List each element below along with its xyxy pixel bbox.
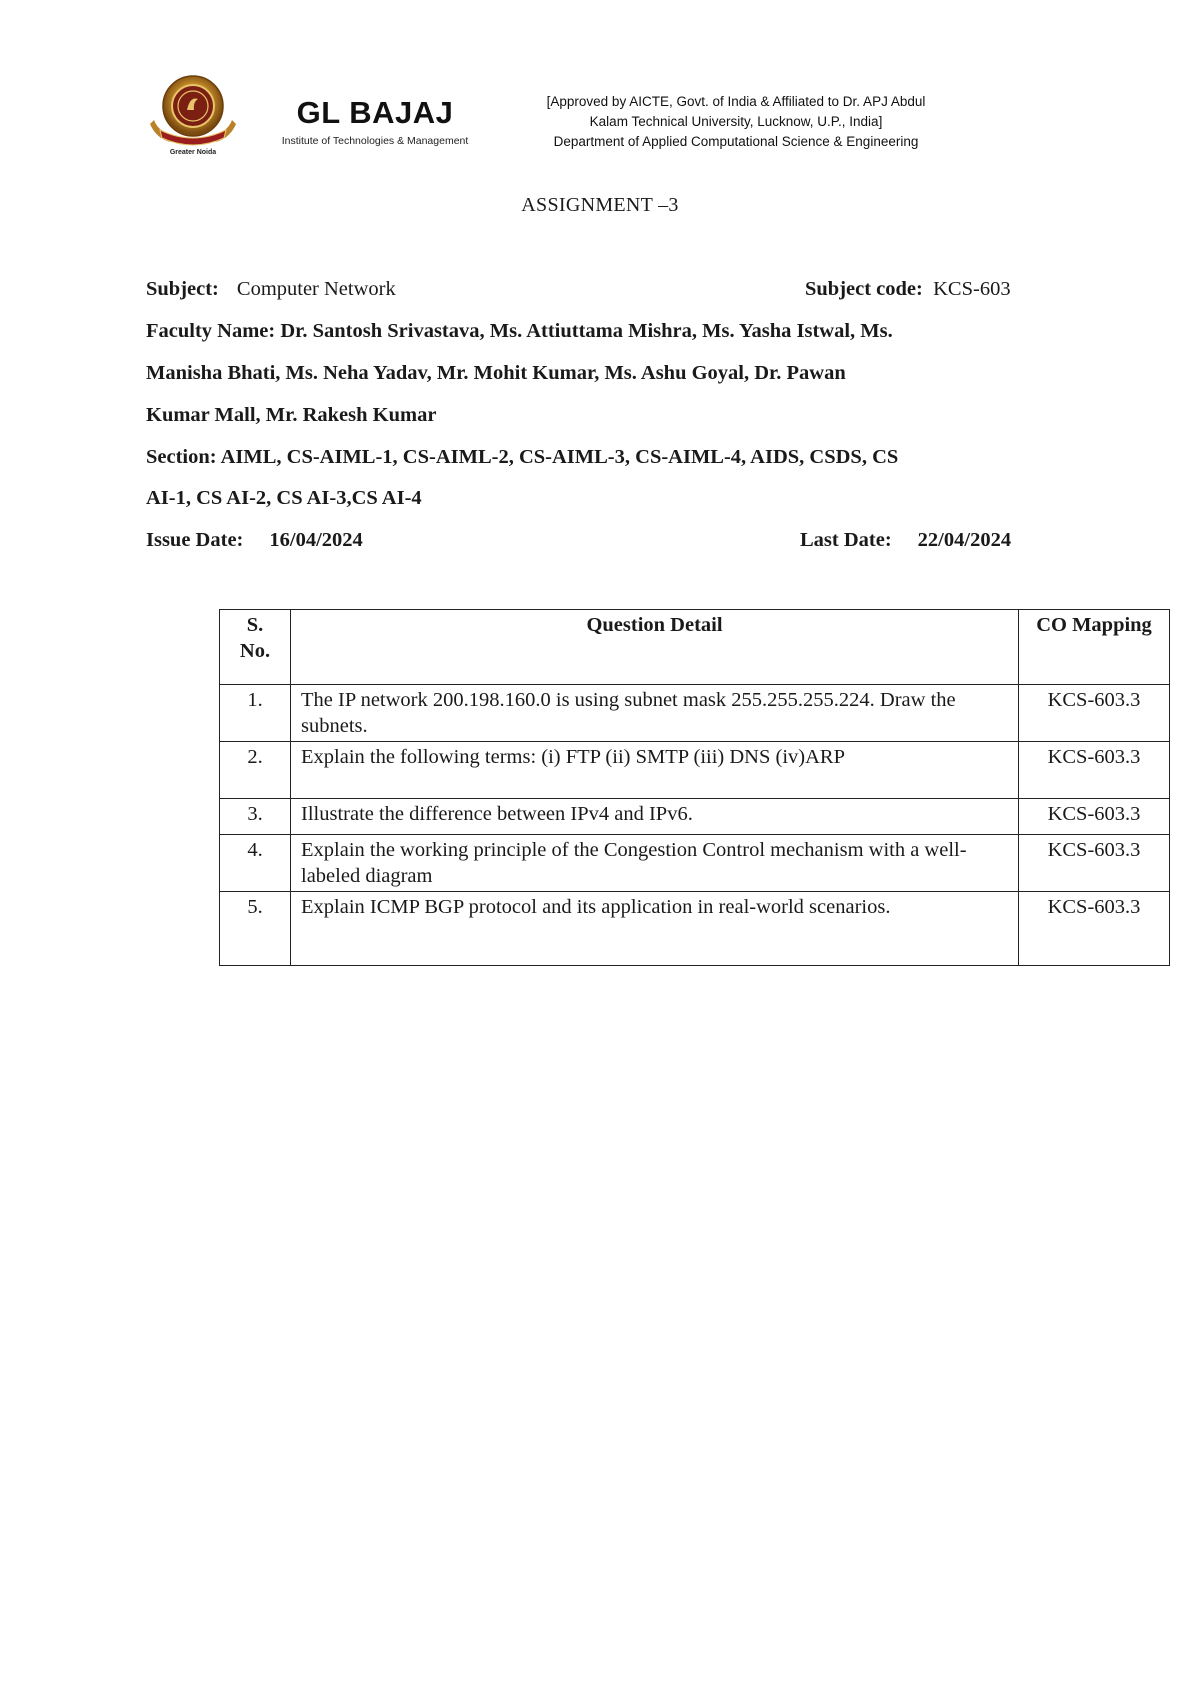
subject-value: Computer Network: [236, 278, 396, 300]
row-co: KCS-603.3: [1019, 799, 1170, 835]
header-question: Question Detail: [291, 610, 1019, 685]
assignment-title: ASSIGNMENT –3: [521, 194, 679, 216]
faculty-line-2: Manisha Bhati, Ms. Neha Yadav, Mr. Mohit Kumar, Ms. Ashu Goyal, Dr. Pawan: [146, 362, 846, 384]
questions-table: [219, 609, 1170, 966]
row-question: Explain the working principle of the Congestion Control mechanism with a well-labeled diagram: [291, 835, 1019, 892]
section-line-1: Section: AIML, CS-AIML-1, CS-AIML-2, CS-AIML-3, CS-AIML-4, AIDS, CSDS, CS: [146, 446, 899, 468]
row-question: Explain the following terms: (i) FTP (ii) SMTP (iii) DNS (iv)ARP: [291, 742, 1019, 799]
row-sno: 5.: [220, 892, 291, 966]
subject-code-value: KCS-603: [933, 278, 1011, 300]
table-row: [220, 892, 1170, 966]
table-row: [220, 742, 1170, 799]
faculty-line-3: Kumar Mall, Mr. Rakesh Kumar: [146, 404, 437, 426]
subject-label: Subject:: [146, 278, 219, 300]
table-row: [220, 799, 1170, 835]
header-co-mapping: CO Mapping: [1019, 610, 1170, 685]
row-sno: 4.: [220, 835, 291, 892]
brand-name: GL BAJAJ: [296, 95, 454, 130]
college-logo-emblem: [146, 72, 240, 156]
approval-line-2: Kalam Technical University, Lucknow, U.P., India]: [589, 114, 883, 129]
department-line: Department of Applied Computational Science & Engineering: [553, 134, 919, 149]
brand-block: [262, 95, 488, 147]
last-date-value: 22/04/2024: [917, 529, 1012, 551]
svg-text:Greater Noida: Greater Noida: [169, 149, 217, 156]
approval-text: [508, 92, 964, 152]
issue-date-label: Issue Date:: [146, 529, 244, 551]
subject-code-block: [805, 278, 1011, 301]
row-sno: 2.: [220, 742, 291, 799]
row-sno: 1.: [220, 685, 291, 742]
table-row: [220, 685, 1170, 742]
brand-subtitle: Institute of Technologies & Management: [281, 135, 469, 147]
row-co: KCS-603.3: [1019, 685, 1170, 742]
row-question: Explain ICMP BGP protocol and its application in real-world scenarios.: [291, 892, 1019, 966]
table-row: [220, 835, 1170, 892]
row-co: KCS-603.3: [1019, 742, 1170, 799]
row-co: KCS-603.3: [1019, 835, 1170, 892]
last-date-block: [800, 529, 1011, 552]
row-sno: 3.: [220, 799, 291, 835]
row-question: Illustrate the difference between IPv4 and IPv6.: [291, 799, 1019, 835]
row-question: The IP network 200.198.160.0 is using subnet mask 255.255.255.224. Draw the subnets.: [291, 685, 1019, 742]
header-sno: S. No.: [220, 610, 291, 685]
approval-line-1: [Approved by AICTE, Govt. of India & Affiliated to Dr. APJ Abdul: [546, 94, 926, 109]
table-header-row: [220, 610, 1170, 685]
last-date-label: Last Date:: [800, 529, 892, 551]
subject-code-label: Subject code:: [805, 278, 923, 300]
faculty-line-1: Faculty Name: Dr. Santosh Srivastava, Ms. Attiuttama Mishra, Ms. Yasha Istwal, Ms.: [146, 320, 893, 342]
row-co: KCS-603.3: [1019, 892, 1170, 966]
issue-date-value: 16/04/2024: [269, 529, 363, 551]
section-line-2: AI-1, CS AI-2, CS AI-3,CS AI-4: [146, 487, 422, 509]
